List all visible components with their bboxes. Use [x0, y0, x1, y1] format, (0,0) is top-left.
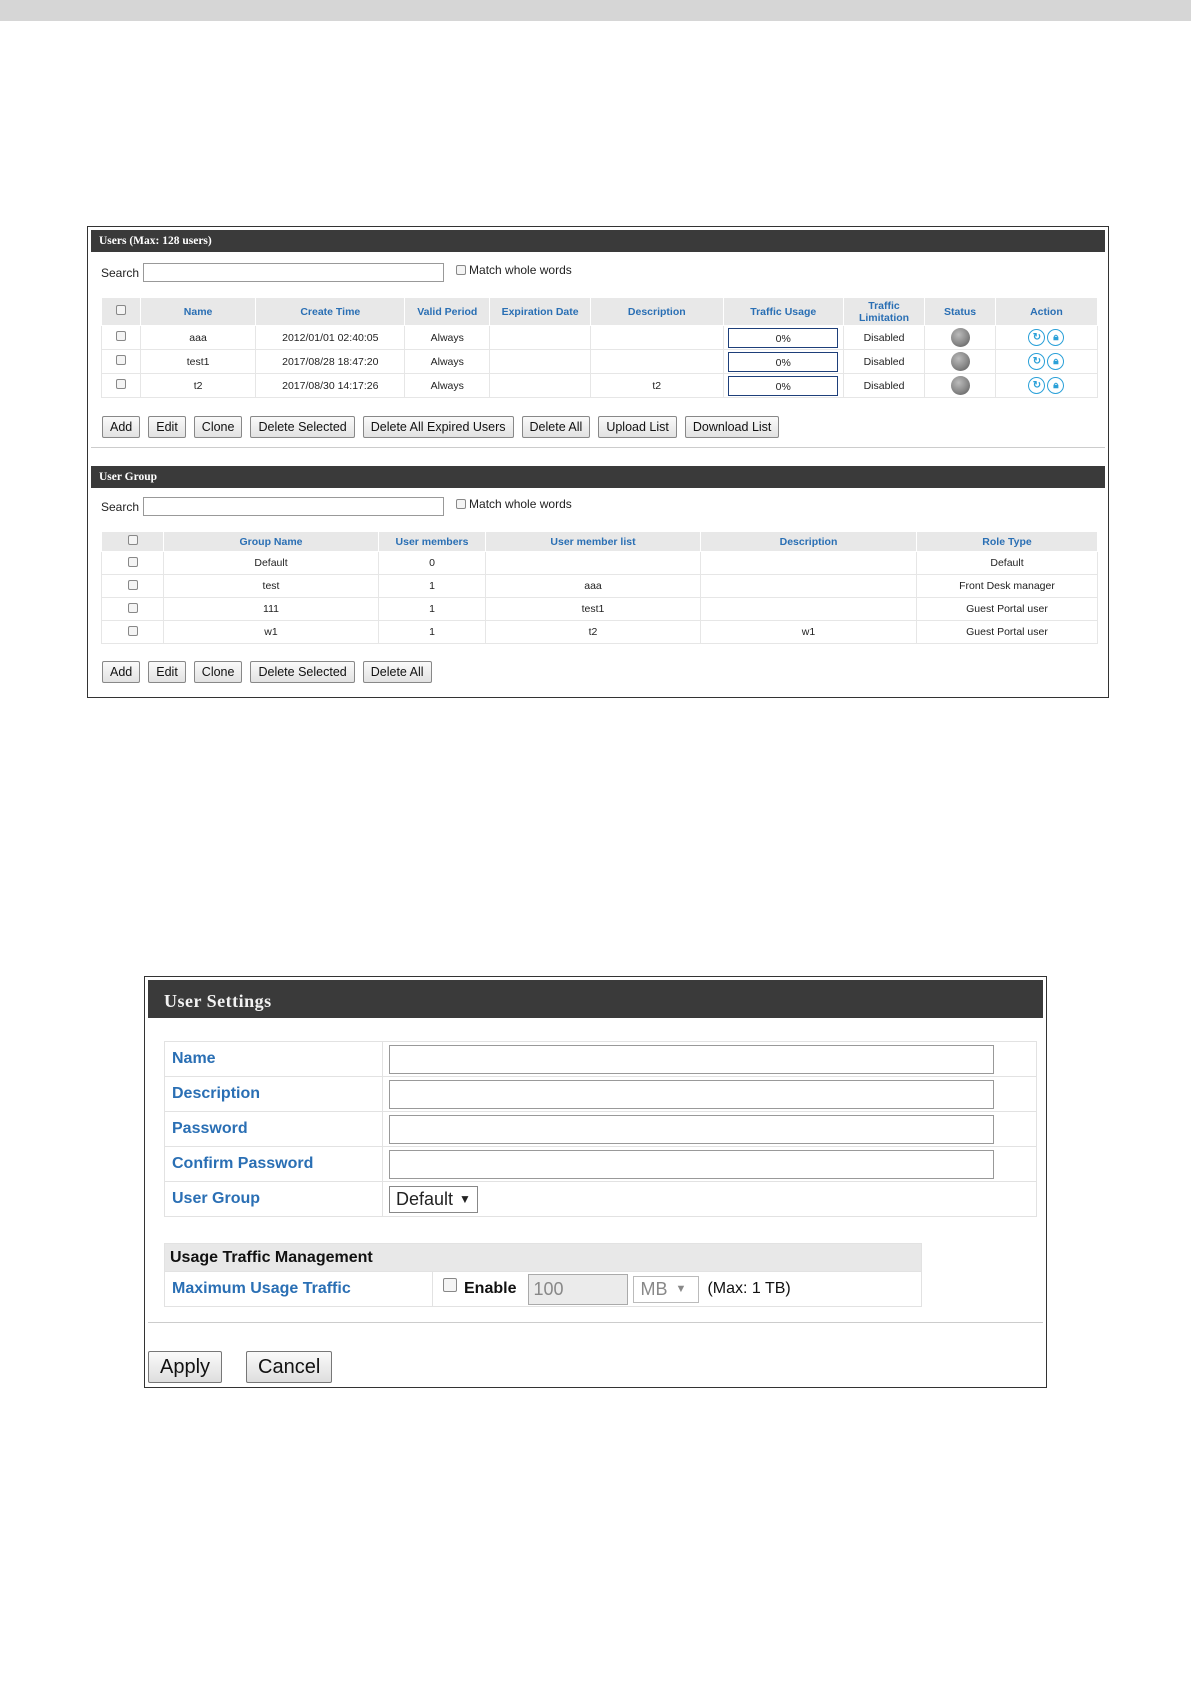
dropdown-arrow-icon: ▼ — [675, 1283, 687, 1295]
group-search-input[interactable] — [143, 497, 444, 516]
group-delete-all-button[interactable]: Delete All — [363, 661, 432, 683]
col-traffic-usage[interactable]: Traffic Usage — [723, 298, 843, 326]
user-expiration-date — [490, 350, 590, 374]
row-checkbox[interactable] — [102, 350, 141, 374]
user-group-value: Default — [396, 1188, 454, 1209]
lock-icon[interactable]: 🔒︎ — [1047, 377, 1064, 394]
user-description — [590, 326, 723, 350]
col-create-time[interactable]: Create Time — [256, 298, 405, 326]
group-description — [701, 598, 917, 621]
col-action: Action — [995, 298, 1097, 326]
user-valid-period: Always — [405, 374, 490, 398]
group-role-type: Front Desk manager — [917, 575, 1098, 598]
col-user-members[interactable]: User members — [379, 532, 486, 552]
traffic-value-input[interactable]: 100 — [528, 1274, 628, 1305]
users-section-header: Users (Max: 128 users) — [91, 230, 1105, 252]
user-description — [590, 350, 723, 374]
cancel-button[interactable]: Cancel — [246, 1351, 332, 1383]
col-user-member-list[interactable]: User member list — [486, 532, 701, 552]
users-match-whole-words[interactable] — [456, 263, 572, 277]
col-group-name[interactable]: Group Name — [164, 532, 379, 552]
user-create-time: 2017/08/28 18:47:20 — [256, 350, 405, 374]
users-search-row — [101, 263, 572, 282]
row-checkbox[interactable] — [102, 598, 164, 621]
lock-icon[interactable]: 🔒︎ — [1047, 353, 1064, 370]
group-members: 1 — [379, 575, 486, 598]
group-section-header: User Group — [91, 466, 1105, 488]
user-traffic-limitation: Disabled — [843, 326, 925, 350]
user-name: aaa — [140, 326, 256, 350]
table-row — [102, 552, 1098, 575]
user-traffic-usage-cell — [723, 326, 843, 350]
group-edit-button[interactable]: Edit — [148, 661, 186, 683]
group-match-checkbox[interactable] — [456, 499, 466, 509]
col-expiration-date[interactable]: Expiration Date — [490, 298, 590, 326]
confirm-password-input[interactable] — [389, 1150, 994, 1179]
group-clone-button[interactable]: Clone — [194, 661, 243, 683]
group-role-type: Default — [917, 552, 1098, 575]
apply-button[interactable]: Apply — [148, 1351, 222, 1383]
user-traffic-limitation: Disabled — [843, 374, 925, 398]
reset-icon[interactable]: ↻ — [1028, 329, 1045, 346]
col-valid-period[interactable]: Valid Period — [405, 298, 490, 326]
delete-expired-users-button[interactable]: Delete All Expired Users — [363, 416, 514, 438]
status-indicator-icon — [951, 376, 970, 395]
user-create-time: 2017/08/30 14:17:26 — [256, 374, 405, 398]
reset-icon[interactable]: ↻ — [1028, 377, 1045, 394]
col-traffic-limitation[interactable]: Traffic Limitation — [843, 298, 925, 326]
traffic-usage-bar: 0% — [728, 376, 838, 396]
name-label: Name — [165, 1042, 383, 1077]
users-delete-all-button[interactable]: Delete All — [522, 416, 591, 438]
row-checkbox[interactable] — [102, 575, 164, 598]
col-status[interactable]: Status — [925, 298, 996, 326]
table-row — [102, 575, 1098, 598]
users-add-button[interactable]: Add — [102, 416, 140, 438]
col-description[interactable]: Description — [590, 298, 723, 326]
confirm-password-label: Confirm Password — [165, 1147, 383, 1182]
user-settings-header: User Settings — [148, 980, 1043, 1018]
group-description — [701, 575, 917, 598]
group-member-list: t2 — [486, 621, 701, 644]
group-name: Default — [164, 552, 379, 575]
max-usage-label: Maximum Usage Traffic — [165, 1272, 433, 1307]
group-role-type: Guest Portal user — [917, 598, 1098, 621]
group-name: 111 — [164, 598, 379, 621]
user-traffic-usage-cell — [723, 350, 843, 374]
name-input[interactable] — [389, 1045, 994, 1074]
row-checkbox[interactable] — [102, 374, 141, 398]
group-member-list — [486, 552, 701, 575]
lock-icon[interactable]: 🔒︎ — [1047, 329, 1064, 346]
table-row — [102, 374, 1098, 398]
user-traffic-usage-cell — [723, 374, 843, 398]
group-name: w1 — [164, 621, 379, 644]
group-match-label: Match whole words — [469, 496, 572, 511]
settings-divider — [148, 1322, 1043, 1323]
table-row — [102, 621, 1098, 644]
status-indicator-icon — [951, 352, 970, 371]
user-description: t2 — [590, 374, 723, 398]
table-row — [102, 350, 1098, 374]
traffic-unit-select[interactable] — [633, 1276, 699, 1303]
group-select-all[interactable] — [102, 532, 164, 552]
traffic-usage-bar: 0% — [728, 328, 838, 348]
usage-traffic-header: Usage Traffic Management — [165, 1244, 922, 1272]
group-table — [101, 531, 1098, 644]
group-add-button[interactable]: Add — [102, 661, 140, 683]
user-settings-form — [164, 1041, 1037, 1217]
reset-icon[interactable]: ↻ — [1028, 353, 1045, 370]
users-match-checkbox[interactable] — [456, 265, 466, 275]
group-delete-selected-button[interactable]: Delete Selected — [250, 661, 354, 683]
user-expiration-date — [490, 374, 590, 398]
user-valid-period: Always — [405, 350, 490, 374]
upload-list-button[interactable]: Upload List — [598, 416, 677, 438]
users-management-panel — [87, 226, 1109, 698]
col-name[interactable]: Name — [140, 298, 256, 326]
group-member-list: aaa — [486, 575, 701, 598]
usage-traffic-table — [164, 1243, 922, 1307]
group-members: 1 — [379, 621, 486, 644]
enable-label: Enable — [464, 1280, 517, 1297]
users-table — [101, 297, 1098, 398]
password-label: Password — [165, 1112, 383, 1147]
users-clone-button[interactable]: Clone — [194, 416, 243, 438]
group-search-label: Search — [101, 499, 140, 514]
user-settings-panel — [144, 976, 1047, 1388]
group-role-type: Guest Portal user — [917, 621, 1098, 644]
max-note: (Max: 1 TB) — [707, 1280, 791, 1297]
users-match-label: Match whole words — [469, 262, 572, 277]
user-create-time: 2012/01/01 02:40:05 — [256, 326, 405, 350]
users-select-all[interactable] — [102, 298, 141, 326]
page-top-bar — [0, 0, 1191, 21]
group-members: 1 — [379, 598, 486, 621]
row-checkbox[interactable] — [102, 326, 141, 350]
users-button-row — [102, 416, 779, 438]
user-expiration-date — [490, 326, 590, 350]
description-input[interactable] — [389, 1080, 994, 1109]
section-divider — [91, 447, 1105, 448]
group-button-row — [102, 661, 432, 683]
user-name: test1 — [140, 350, 256, 374]
col-group-description[interactable]: Description — [701, 532, 917, 552]
row-checkbox[interactable] — [102, 552, 164, 575]
download-list-button[interactable]: Download List — [685, 416, 780, 438]
user-group-label: User Group — [165, 1182, 383, 1217]
table-row — [102, 598, 1098, 621]
group-members: 0 — [379, 552, 486, 575]
row-checkbox[interactable] — [102, 621, 164, 644]
group-search-row — [101, 497, 572, 516]
group-description — [701, 552, 917, 575]
user-valid-period: Always — [405, 326, 490, 350]
status-indicator-icon — [951, 328, 970, 347]
user-group-select[interactable] — [389, 1186, 478, 1213]
traffic-usage-bar: 0% — [728, 352, 838, 372]
enable-checkbox[interactable] — [443, 1278, 457, 1292]
group-match-whole-words[interactable] — [456, 497, 572, 511]
user-name: t2 — [140, 374, 256, 398]
col-role-type[interactable]: Role Type — [917, 532, 1098, 552]
group-name: test — [164, 575, 379, 598]
group-description: w1 — [701, 621, 917, 644]
group-member-list: test1 — [486, 598, 701, 621]
description-label: Description — [165, 1077, 383, 1112]
traffic-unit-value: MB — [640, 1278, 668, 1299]
table-row — [102, 326, 1098, 350]
users-edit-button[interactable]: Edit — [148, 416, 186, 438]
dropdown-arrow-icon: ▼ — [459, 1192, 471, 1206]
users-search-input[interactable] — [143, 263, 444, 282]
password-input[interactable] — [389, 1115, 994, 1144]
users-search-label: Search — [101, 265, 140, 280]
users-delete-selected-button[interactable]: Delete Selected — [250, 416, 354, 438]
user-traffic-limitation: Disabled — [843, 350, 925, 374]
